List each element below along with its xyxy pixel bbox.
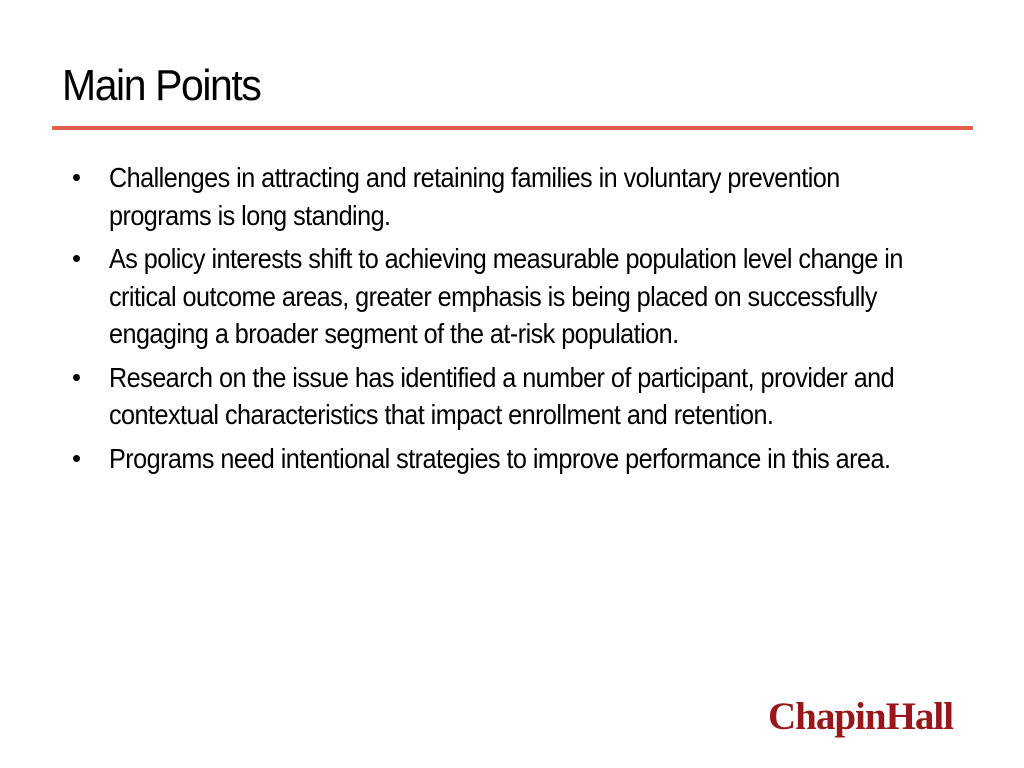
bullet-list	[72, 159, 952, 483]
slide-title: Main Points	[62, 61, 261, 110]
bullet-text: As policy interests shift to achieving measurable population level change in critical outcome areas, greater emphasis is being placed on successfully engaging a broader segment of the at-risk population.	[109, 243, 903, 349]
bullet-dot-icon: •	[72, 243, 81, 273]
bullet-item	[72, 359, 952, 434]
bullet-dot-icon: •	[72, 162, 81, 192]
chapin-hall-logo: ChapinHall	[768, 695, 954, 738]
bullet-dot-icon: •	[72, 442, 81, 473]
bullet-text: Research on the issue has identified a number of participant, provider and contextual characteristics that impact enrollment and retention.	[109, 361, 895, 430]
bullet-dot-icon: •	[72, 361, 81, 392]
bullet-item	[72, 440, 952, 478]
bullet-text: Programs need intentional strategies to improve performance in this area.	[109, 442, 891, 474]
bullet-item	[72, 159, 952, 234]
bullet-item	[72, 240, 952, 353]
bullet-text: Challenges in attracting and retaining families in voluntary prevention programs is long standing.	[109, 162, 840, 231]
title-divider	[52, 126, 973, 130]
